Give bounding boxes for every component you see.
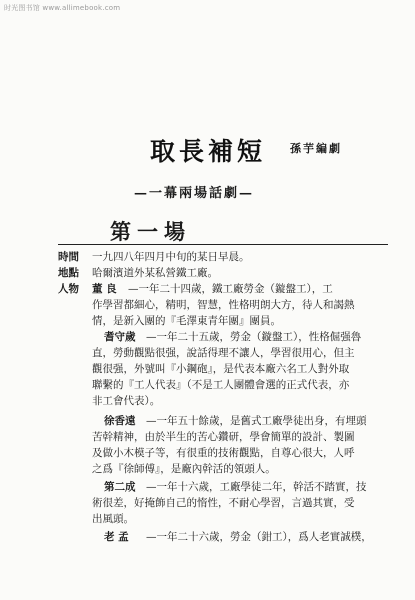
- character-description-line: —一年五十餘歲，是舊式工廠學徒出身，有埋頭: [146, 415, 367, 427]
- author-credit: 孫芋編劇: [290, 142, 342, 155]
- character-description-line: 聯繫的『工人代表』（不是工人團體會選的正式代表，亦: [92, 379, 350, 391]
- character-name: 老 孟: [104, 531, 129, 543]
- time-label: 時間: [58, 251, 79, 263]
- character-description-line: 之爲『徐師傅』，是廠內幹活的領頭人。: [92, 463, 276, 475]
- play-title: 取長補短: [150, 137, 267, 166]
- character-description-line: —一年二十六歲，勞金（鉗工），爲人老實誠樸，: [146, 531, 372, 543]
- character-description-line: 苦幹精神，由於半生的苦心鑽研，學會簡單的設計、製圖: [92, 431, 355, 443]
- character-description-line: 術很差，好掩飾自己的惰性，不耐心學習，言過其實，受: [92, 497, 355, 509]
- time-value: 一九四八年四月中旬的某日早晨。: [92, 251, 250, 263]
- characters-label: 人物: [58, 283, 79, 295]
- scene-heading: 第一場: [110, 219, 191, 244]
- character-description-line: 情，是新入團的『毛澤東青年團』團員。: [92, 315, 281, 327]
- scene-divider: [58, 244, 388, 245]
- play-subtitle: —一幕兩場話劇—: [134, 186, 255, 201]
- character-description-line: —一年二十四歲，鐵工廠勞金（鏇盤工），工: [128, 283, 333, 295]
- watermark: 时光图书馆 www.allimebook.com: [4, 4, 121, 12]
- place-value: 哈爾濱道外某私營鐵工廠。: [92, 267, 218, 279]
- character-description-line: 作學習都細心，精明，智慧，性格明朗大方，待人和謁熱: [92, 299, 355, 311]
- character-description-line: 及做小木模子等，有很重的技術觀點，自尊心很大，人呼: [92, 447, 355, 459]
- character-description-line: 觀很强，外號叫『小鋼砲』，是代表本廠六名工人對外取: [92, 363, 350, 375]
- character-description-line: 直，勞動觀點很强，說話得理不讓人，學習很用心，但主: [92, 347, 355, 359]
- character-description-line: —一年二十五歲，勞金（鏇盤工），性格倔强魯: [146, 331, 362, 343]
- character-description-line: —一年十六歲，工廠學徒二年，幹活不踏實，技: [146, 481, 367, 493]
- character-description-line: 非工會代表）。: [92, 395, 161, 407]
- character-description-line: 出風頭。: [92, 513, 134, 525]
- place-label: 地點: [58, 267, 79, 279]
- character-name: 徐香遠: [104, 415, 136, 427]
- character-name: 董 良: [92, 283, 117, 295]
- character-name: 第二成: [104, 481, 136, 493]
- character-name: 耆守歲: [104, 331, 136, 343]
- title-row: [150, 132, 390, 172]
